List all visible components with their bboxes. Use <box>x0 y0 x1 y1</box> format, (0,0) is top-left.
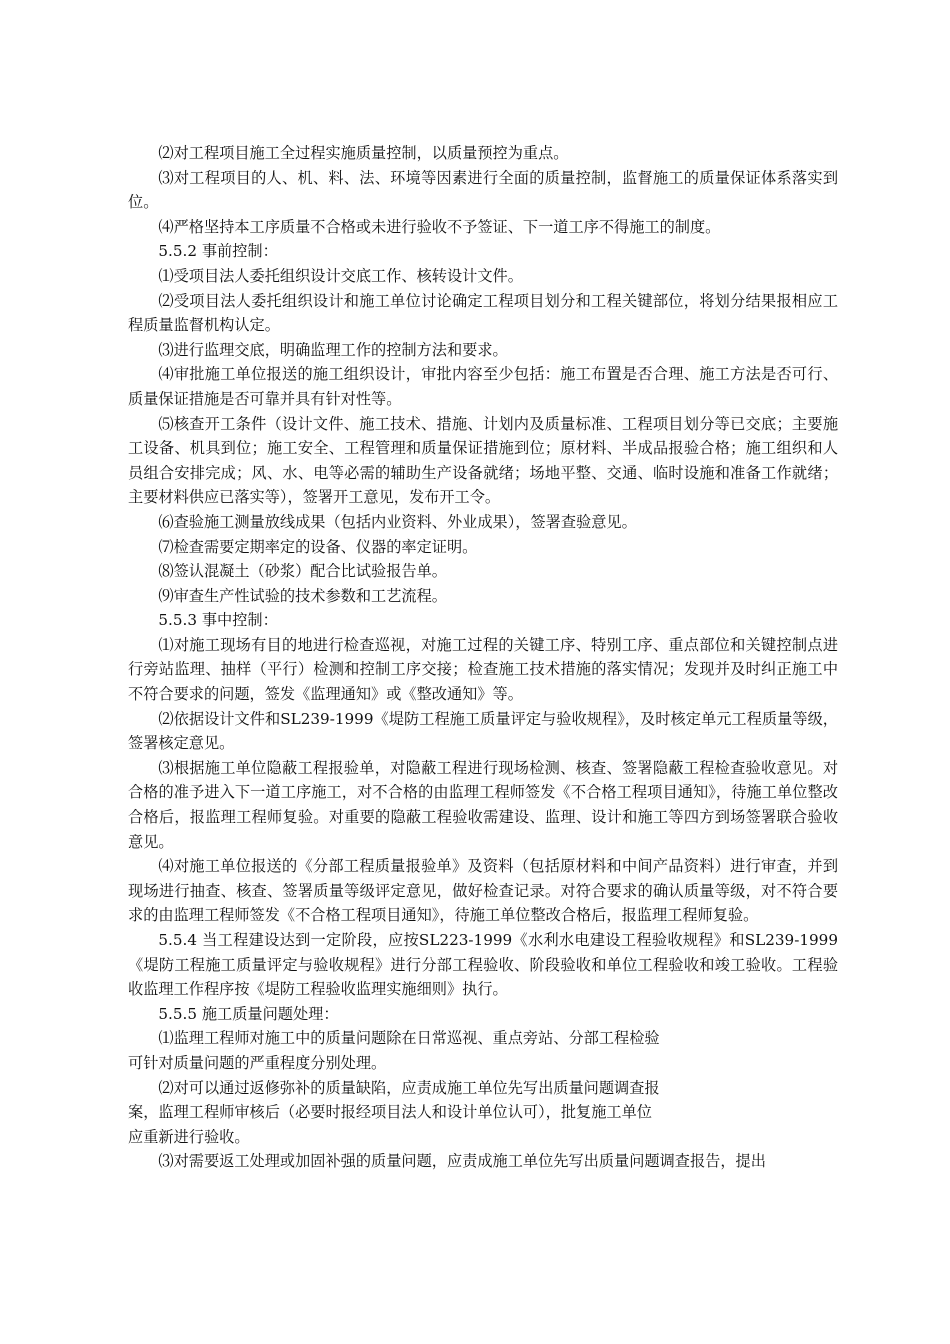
paragraph: ⑹查验施工测量放线成果（包括内业资料、外业成果），签署查验意见。 <box>158 512 637 531</box>
paragraph: ⑼审查生产性试验的技术参数和工艺流程。 <box>158 586 447 605</box>
paragraph: ⑺检查需要定期率定的设备、仪器的率定证明。 <box>158 537 478 556</box>
paragraph: ⑵依据设计文件和SL239-1999《堤防工程施工质量评定与验收规程》，及时核定单元工程质量等级，签署核定意见。 <box>128 709 838 753</box>
paragraph: ⑻签认混凝土（砂浆）配合比试验报告单。 <box>158 562 447 581</box>
paragraph: 5.5.4 当工程建设达到一定阶段，应按SL223-1999《水利水电建设工程验收规程》和SL239-1999《堤防工程施工质量评定与验收规程》进行分部工程验收、阶段验收和单位工程验收和竣工验收。工程验收监理工作程序按《堤防工程验收监理实施细则》执行。 <box>128 931 838 999</box>
section-heading: 5.5.2 事前控制： <box>158 242 278 261</box>
paragraph: ⑵对工程项目施工全过程实施质量控制，以质量预控为重点。 <box>158 144 569 162</box>
paragraph: ⑵受项目法人委托组织设计和施工单位讨论确定工程项目划分和工程关键部位，将划分结果报相应工程质量监督机构认定。 <box>128 291 838 335</box>
section-heading: 5.5.3 事中控制： <box>158 611 278 630</box>
paragraph-continuation: 案，监理工程师审核后（必要时报经项目法人和设计单位认可），批复施工单位 <box>128 1103 652 1122</box>
paragraph: ⑷对施工单位报送的《分部工程质量报验单》及资料（包括原材料和中间产品资料）进行审查，并到现场进行抽查、核查、签署质量等级评定意见，做好检查记录。对符合要求的确认质量等级，对不符合要求的由监理工程师签发《不合格工程项目通知》，待施工单位整改合格后，报监理工程师复验。 <box>128 857 838 925</box>
paragraph: ⑴受项目法人委托组织设计交底工作、核转设计文件。 <box>158 266 523 285</box>
paragraph: ⑶对工程项目的人、机、料、法、环境等因素进行全面的质量控制，监督施工的质量保证体系落实到位。 <box>128 168 838 212</box>
paragraph-continuation: 可针对质量问题的严重程度分别处理。 <box>128 1053 387 1072</box>
paragraph: ⑷严格坚持本工序质量不合格或未进行验收不予签证、下一道工序不得施工的制度。 <box>158 217 721 236</box>
paragraph-continuation: 应重新进行验收。 <box>128 1127 250 1146</box>
paragraph: ⑶进行监理交底，明确监理工作的控制方法和要求。 <box>158 340 508 359</box>
section-heading: 5.5.5 施工质量问题处理： <box>158 1004 339 1023</box>
paragraph: ⑷审批施工单位报送的施工组织设计，审批内容至少包括：施工布置是否合理、施工方法是否可行、质量保证措施是否可靠并具有针对性等。 <box>128 365 838 408</box>
document-body <box>128 141 838 1174</box>
paragraph: ⑴监理工程师对施工中的质量问题除在日常巡视、重点旁站、分部工程检验 <box>158 1029 660 1048</box>
paragraph: ⑸核查开工条件（设计文件、施工技术、措施、计划内及质量标准、工程项目划分等已交底；主要施工设备、机具到位；施工安全、工程管理和质量保证措施到位；原材料、半成品报验合格；施工组织和人员组合安排完成；风、水、电等必需的辅助生产设备就绪；场地平整、交通、临时设施和准备工作就绪；主要材料供应已落实等），签署开工意见，发布开工令。 <box>128 414 838 507</box>
paragraph: ⑴对施工现场有目的地进行检查巡视，对施工过程的关键工序、特别工序、重点部位和关键控制点进行旁站监理、抽样（平行）检测和控制工序交接；检查施工技术措施的落实情况；发现并及时纠正施工中不符合要求的问题，签发《监理通知》或《整改通知》等。 <box>128 635 838 704</box>
paragraph: ⑶根据施工单位隐蔽工程报验单，对隐蔽工程进行现场检测、核查、签署隐蔽工程检查验收意见。对合格的准予进入下一道工序施工，对不合格的由监理工程师签发《不合格工程项目通知》，待施工单位整改合格后，报监理工程师复验。对重要的隐蔽工程验收需建设、监理、设计和施工等四方到场签署联合验收意见。 <box>128 758 838 851</box>
paragraph: ⑵对可以通过返修弥补的质量缺陷，应责成施工单位先写出质量问题调查报 <box>158 1078 660 1097</box>
paragraph: ⑶对需要返工处理或加固补强的质量问题，应责成施工单位先写出质量问题调查报告，提出 <box>158 1152 766 1171</box>
